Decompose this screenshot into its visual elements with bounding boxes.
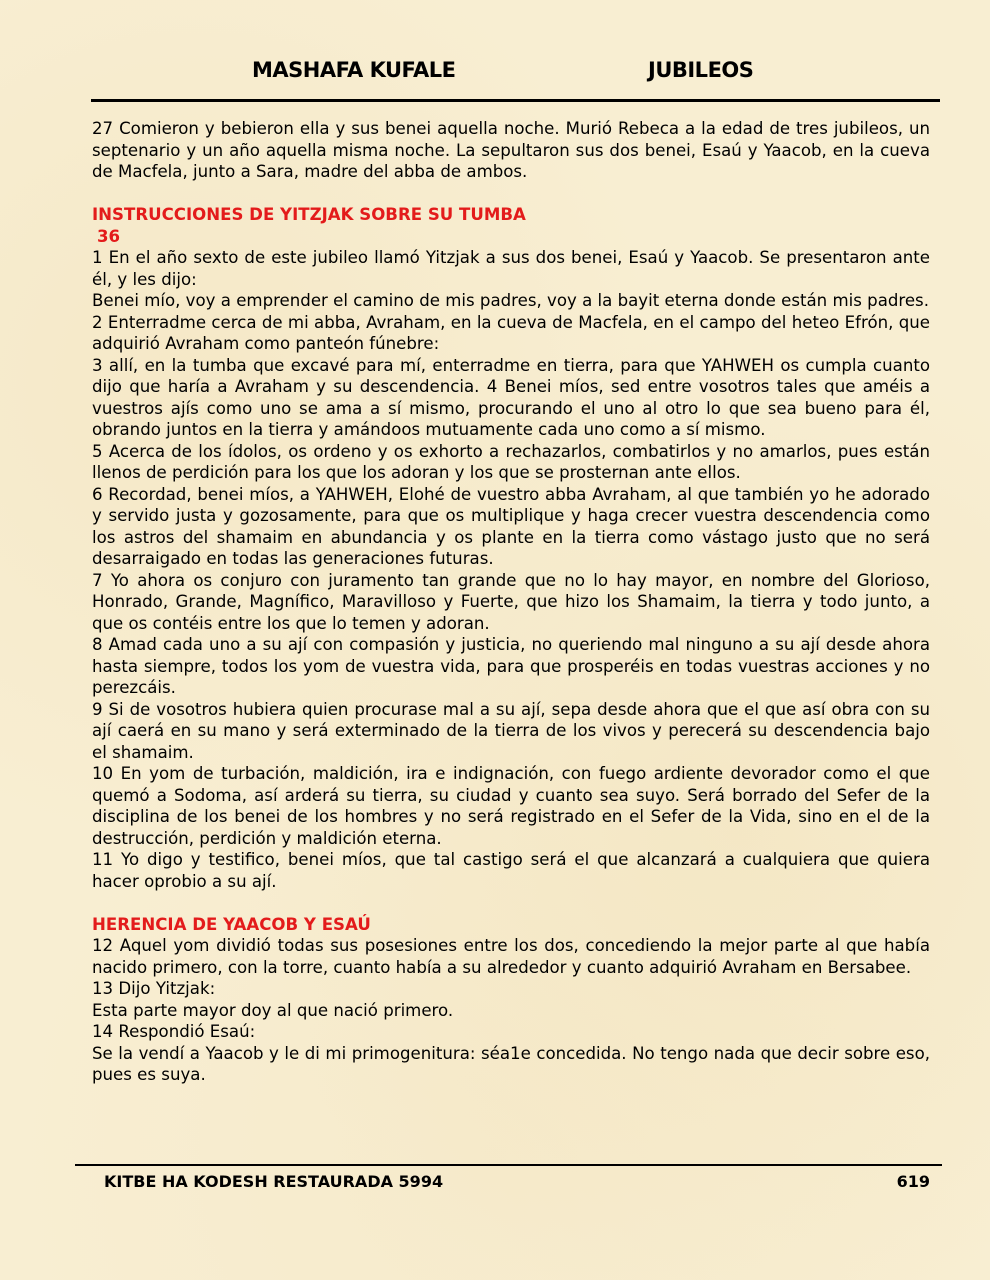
verse-7: 7 Yo ahora os conjuro con juramento tan grande que no lo hay mayor, en nombre del Glorioso, Honrado, Grande, Magnífico, Maravilloso y Fuerte, que hizo los Shamaim, la tierra y todo junto, a que os contéis entre los que lo temen y adoran. (92, 570, 930, 633)
verse-10: 10 En yom de turbación, maldición, ira e indignación, con fuego ardiente devorador como el que quemó a Sodoma, así arderá su tierra, su ciudad y cuanto sea suyo. Será borrado del Sefer de la disciplina de los benei de los hombres y no será registrado en el Sefer de la Vida, sino en el de la destrucción, perdición y maldición eterna. (92, 764, 930, 848)
verse-2: 2 Enterradme cerca de mi abba, Avraham, en la cueva de Macfela, en el campo del heteo Efrón, que adquirió Avraham como panteón fúnebre: (92, 312, 930, 353)
verse-6: 6 Recordad, benei míos, a YAHWEH, Elohé de vuestro abba Avraham, al que también yo he adorado y servido justa y gozosamente, para que os multiplique y haga crecer vuestra descendencia como los astros del shamaim en abundancia y os plante en la tierra como vástago justo que no será desarraigado en todas las generaciones futuras. (92, 484, 930, 568)
spacer (92, 892, 930, 914)
verse-14: 14 Respondió Esaú: (92, 1022, 256, 1041)
page-number: 619 (896, 1172, 930, 1191)
section-heading-instrucciones: INSTRUCCIONES DE YITZJAK SOBRE SU TUMBA (92, 205, 526, 224)
chapter-number: 36 (97, 226, 121, 246)
verse-12: 12 Aquel yom dividió todas sus posesiones entre los dos, concediendo la mejor parte al que había nacido primero, con la torre, cuanto había a su alrededor y cuanto adquirió Avraham en Bersabee. (92, 936, 930, 977)
header-book-title: MASHAFA KUFALE (252, 58, 456, 82)
verse-14-speech: Se la vendí a Yaacob y le di mi primogenitura: séa1e concedida. No tengo nada que decir sobre eso, pues es suya. (92, 1043, 930, 1084)
verse-8: 8 Amad cada uno a su ají con compasión y justicia, no queriendo mal ninguno a su ají desde ahora hasta siempre, todos los yom de vuestra vida, para que prosperéis en todas vuestras acciones y no perezcáis. (92, 635, 930, 697)
verse-27: 27 Comieron y bebieron ella y sus benei aquella noche. Murió Rebeca a la edad de tres jubileos, un septenario y un año aquella misma noche. La sepultaron sus dos benei, Esaú y Yaacob, en la cueva de Macfela, junto a Sara, madre del abba de ambos. (92, 119, 930, 181)
spacer (92, 183, 930, 205)
verse-1: 1 En el año sexto de este jubileo llamó Yitzjak a sus dos benei, Esaú y Yaacob. Se presentaron ante él, y les dijo: (92, 248, 930, 289)
footer-rule (75, 1164, 942, 1166)
header-book-name: JUBILEOS (648, 58, 754, 82)
footer-collection-title: KITBE HA KODESH RESTAURADA 5994 (104, 1172, 444, 1191)
verse-3-4: 3 allí, en la tumba que excavé para mí, enterradme en tierra, para que YAHWEH os cumpla cuanto dijo que haría a Avraham y su descendencia. 4 Benei míos, sed entre vosotros tales que améis a vuestros ajís como uno se ama a sí mismo, procurando el uno al otro lo que sea bueno para él, obrando juntos en la tierra y amándoos mutuamente cada uno como a sí mismo. (92, 355, 930, 439)
page-body (92, 118, 930, 1086)
verse-9: 9 Si de vosotros hubiera quien procurase mal a su ají, sepa desde ahora que el que así obra con su ají caerá en su mano y será exterminado de la tierra de los vivos y perecerá su descendencia bajo el shamaim. (92, 699, 930, 762)
verse-1-speech: Benei mío, voy a emprender el camino de mis padres, voy a la bayit eterna donde están mis padres. (92, 291, 929, 310)
verse-13-speech: Esta parte mayor doy al que nació primero. (92, 1000, 454, 1020)
section-heading-herencia: HERENCIA DE YAACOB Y ESAÚ (92, 914, 371, 934)
page-header (0, 58, 990, 90)
verse-13: 13 Dijo Yitzjak: (92, 979, 216, 998)
verse-5: 5 Acerca de los ídolos, os ordeno y os exhorto a rechazarlos, combatirlos y no amarlos, pues están llenos de perdición para los que los adoran y los que se prosternan ante ellos. (92, 441, 930, 482)
header-rule (91, 99, 940, 102)
verse-11: 11 Yo digo y testifico, benei míos, que tal castigo será el que alcanzará a cualquiera que quiera hacer oprobio a su ají. (92, 850, 930, 891)
